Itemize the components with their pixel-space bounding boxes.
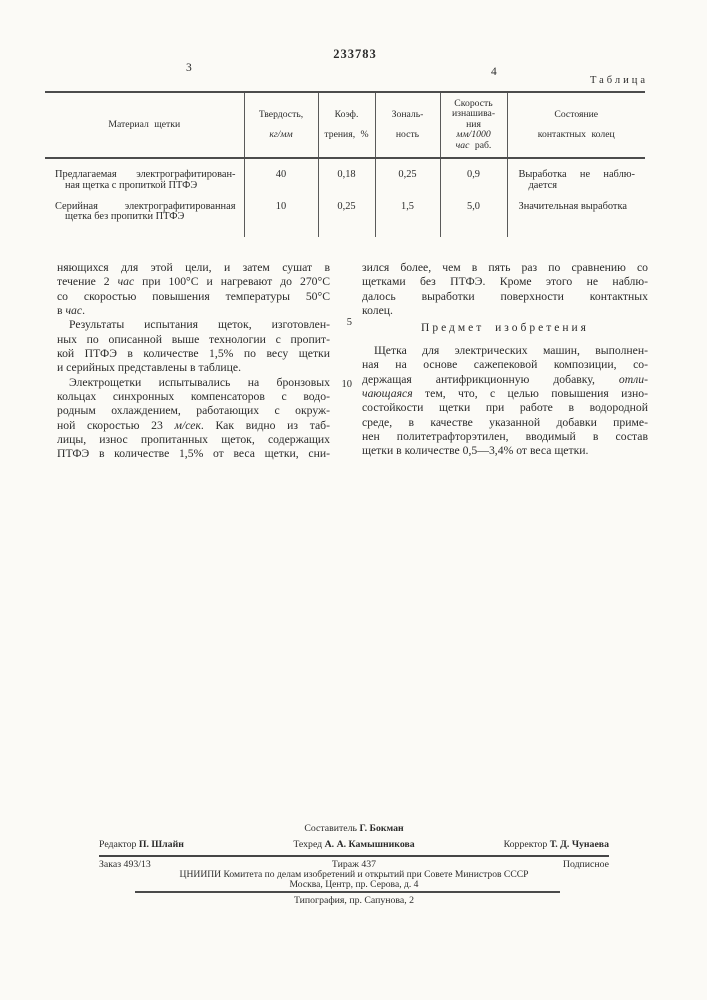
cell-zonality: 0,25 [375, 158, 440, 199]
editor-credit: Редактор П. Шлайн [99, 839, 184, 850]
claims-section-heading: Предмет изобретения [421, 322, 589, 334]
footer-compiler-line [99, 823, 609, 834]
col-header-wear-rate: Скорость изнашива- ния мм/1000 час раб. [440, 92, 507, 158]
printing-house-line: Типография, пр. Сапунова, 2 [293, 895, 415, 906]
table-row [45, 199, 645, 238]
cell-hardness: 10 [244, 199, 318, 238]
print-run-info: Тираж 437 [331, 859, 377, 870]
claims-paragraph: Щетка для электрических машин, выполнен- ная на основе сажепековой композиции, со- держащая антифрикционную добавку, отли- чающаяся тем, что, с целью повышения изно- состойкости щетки при работе в водородной среде, в качестве указанной добавки приме- нен политетрафторэтилен, вводимый в состав щетки в количестве 0,5—3,4% от веса щетки. [362, 344, 648, 458]
footer-bottom-rule [135, 891, 560, 893]
compiler-label: Составитель [304, 823, 357, 834]
results-table [45, 91, 645, 237]
page-number-right: 4 [491, 66, 497, 78]
cell-friction: 0,25 [318, 199, 375, 238]
patent-number: 233783 [333, 47, 377, 61]
order-info: Заказ 493/13 [99, 859, 151, 870]
cell-zonality: 1,5 [375, 199, 440, 238]
cell-condition: Выработка не наблю- дается [507, 158, 645, 199]
margin-line-number-10: 10 [341, 379, 352, 390]
publisher-org-line: ЦНИИПИ Комитета по делам изобретений и открытий при Совете Министров СССР [179, 869, 529, 880]
corrector-credit: Корректор Т. Д. Чунаева [503, 839, 609, 850]
cell-friction: 0,18 [318, 158, 375, 199]
margin-line-number-5: 5 [346, 317, 352, 328]
body-column-left: няющихся для этой цели, и затем сушат в течение 2 час при 100°С и нагревают до 270°С со скоростью повышения температуры 50°С в час. Результаты испытания щеток, изготовлен- ных по описанной выше технологии с пропит- кой ПТФЭ в количестве 1,5% по весу щетки и серийных представлены в таблице. Электрощетки испытывались на бронзовых кольцах синхронных компенсаторов с водо- родным охлаждением, работающих с окруж- ной скоростью 23 м/сек. Как видно из таб- лицы, износ пропитанных щеток, содержащих ПТФЭ в количестве 1,5% от веса щетки, сни- [57, 261, 330, 461]
page-number-left: 3 [186, 62, 192, 74]
col-header-ring-condition: Состояние контактных колец [507, 92, 645, 158]
body-column-right-paragraph1: зился более, чем в пять раз по сравнению со щетками без ПТФЭ. Кроме этого не наблю- далось выработки поверхности контактных колец. [362, 261, 648, 318]
table-caption: Таблица [589, 75, 648, 86]
publisher-address-line: Москва, Центр, пр. Серова, д. 4 [289, 879, 419, 890]
col-header-material: Материал щетки [45, 92, 244, 158]
cell-condition: Значительная выработка [507, 199, 645, 238]
cell-hardness: 40 [244, 158, 318, 199]
cell-wear: 5,0 [440, 199, 507, 238]
cell-material: Серийная электрографитированная щетка без пропитки ПТФЭ [55, 200, 236, 223]
cell-wear: 0,9 [440, 158, 507, 199]
col-header-hardness: Твердость, кг/мм [244, 92, 318, 158]
col-header-zonality: Зональ- ность [375, 92, 440, 158]
cell-material: Предлагаемая электрографитирован- ная щетка с пропиткой ПТФЭ [55, 169, 236, 191]
table-row [45, 158, 645, 199]
subscription-info: Подписное [562, 859, 609, 870]
footer-divider-rule [99, 855, 609, 857]
col-header-friction: Коэф. трения, % [318, 92, 375, 158]
table-header-row [45, 92, 645, 158]
compiler-name: Г. Бокман [359, 823, 404, 834]
techred-credit: Техред А. А. Камышникова [293, 839, 415, 850]
